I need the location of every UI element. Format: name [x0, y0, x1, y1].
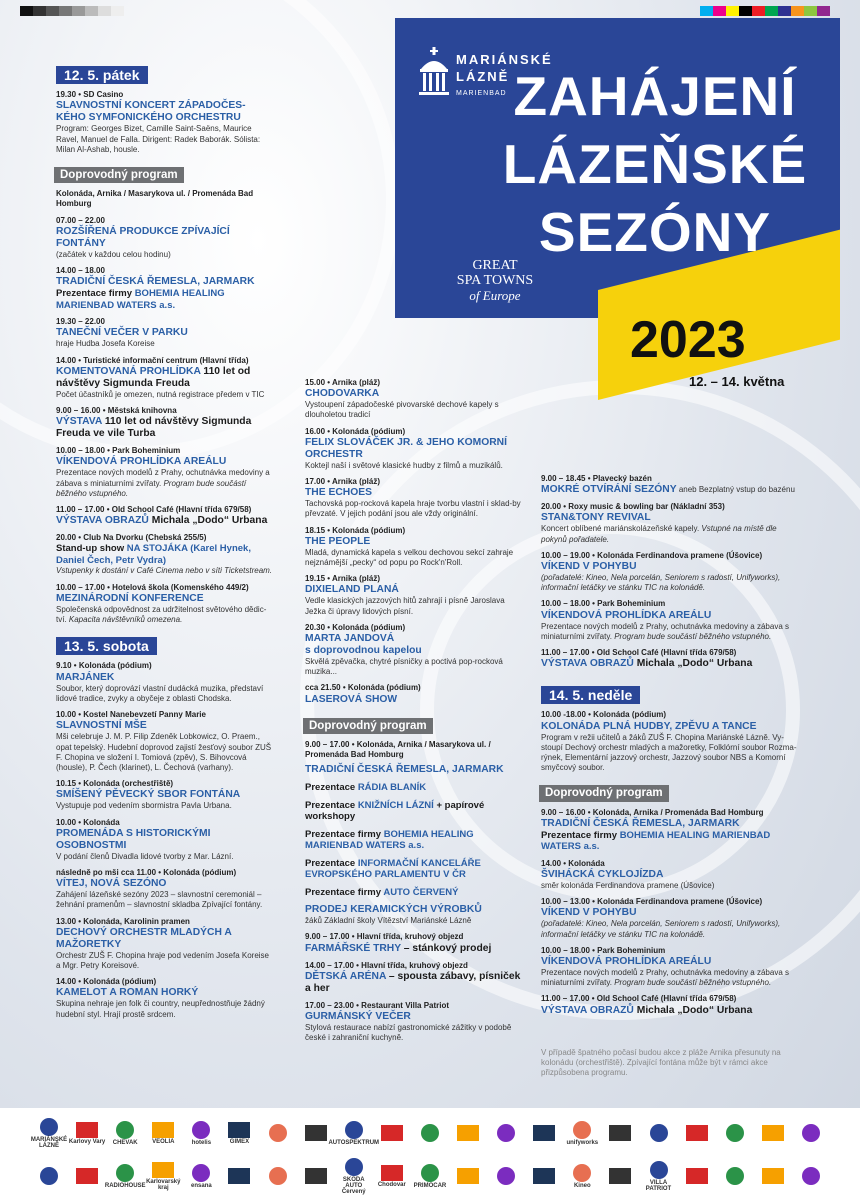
sponsor-mark — [802, 1167, 820, 1185]
event-item: 11.00 – 17.00 • Old School Café (Hlavní třída 679/58) VÝSTAVA OBRAZŮ Michala „Dodo“ Urbana — [56, 505, 268, 527]
sponsor-logo — [640, 1161, 678, 1192]
sponsor-mark — [762, 1125, 784, 1141]
sponsor-logo — [297, 1168, 335, 1185]
sponsor-label: hotelis — [191, 1140, 212, 1146]
event-item: 19.30 • SD Casino SLAVNOSTNÍ KONCERT ZÁPADOČES-KÉHO SYMFONICKÉHO ORCHESTRU Program: Georges Bizet, Camille Saint-Saëns, Maurice Ravel, Manuel de Falla. Dirigent: Radek Baborák. Sólista: Milan Al-Ashab, housle. — [56, 90, 261, 154]
sponsor-mark — [305, 1125, 327, 1141]
sponsor-mark — [457, 1125, 479, 1141]
event-item: 10.00 -18.00 • Kolonáda (pódium) KOLONÁDA PLNÁ HUDBY, ZPĚVU A TANCE Program v režii učitelů a žáků ZUŠ F. Chopina Mariánské Lázně. Vy-stoupí Dechový orchestr mladých a mažoretky, Folklórní soubor Rozma-rýnek, Elementární jazzový orchestr, Jazzový soubor NBS a Komorní smyčcový soubor. — [541, 710, 797, 773]
sponsor-mark — [76, 1122, 98, 1138]
sponsor-label: unifyworks — [566, 1140, 599, 1146]
sponsor-mark — [497, 1124, 515, 1142]
sponsor-strip — [0, 1108, 860, 1200]
sponsor-logo — [449, 1168, 487, 1185]
sponsor-mark — [686, 1168, 708, 1184]
accompanying-program-badge: Doprovodný program — [54, 167, 184, 183]
sponsor-logo — [106, 1121, 144, 1146]
sponsor-logo — [328, 1121, 380, 1146]
sponsor-label: AUTOSPEKTRUM — [328, 1140, 380, 1146]
event-item: následně po mši cca 11.00 • Kolonáda (pódium) VÍTEJ, NOVÁ SEZÓNO Zahájení lázeňské sezóny 2023 – slavnostní ceremoniál – žehnání pramenům – slavnostní skladba Zpívající fontány. — [56, 867, 263, 910]
sponsor-logo — [411, 1124, 449, 1143]
day-badge-sunday: 14. 5. neděle — [541, 686, 640, 704]
sponsor-mark — [152, 1122, 174, 1138]
sponsor-mark — [228, 1122, 250, 1138]
sponsor-mark — [192, 1164, 210, 1182]
sponsor-mark — [609, 1125, 631, 1141]
sponsor-mark — [686, 1125, 708, 1141]
sponsor-logo — [487, 1124, 525, 1143]
event-item: Kolonáda, Arnika / Masarykova ul. / Promenáda Bad Homburg — [56, 189, 254, 209]
sponsor-mark — [345, 1121, 363, 1139]
sponsor-label: ensana — [191, 1183, 212, 1189]
sponsor-logo — [411, 1164, 449, 1189]
accompanying-program-badge: Doprovodný program — [539, 785, 669, 801]
marianske-lazne-logo: MARIÁNSKÉ LÁZNĚ MARIENBAD — [418, 45, 558, 105]
event-item: 10.00 – 17.00 • Hotelová škola (Komenského 449/2) MEZINÁRODNÍ KONFERENCE Společenská odpovědnost za udržitelnost světového dědic-tví. Kapacita návštěvníků omezena. — [56, 582, 267, 625]
sponsor-logo — [449, 1125, 487, 1142]
sponsor-logo — [640, 1124, 678, 1143]
event-item: 9.00 – 17.00 • Hlavní třída, kruhový objezd FARMÁŘSKÉ TRHY – stánkový prodej — [305, 932, 492, 954]
event-item: 20.00 • Club Na Dvorku (Chebská 255/5) Stand-up show NA STOJÁKA (Karel Hynek, Daniel Čech, Petr Vydra) Vstupenky k dostání v Café Cinema nebo v síti Ticketstream. — [56, 533, 273, 576]
sponsor-mark — [40, 1118, 58, 1136]
sponsor-logo — [30, 1118, 68, 1149]
event-item: 20.00 • Roxy music & bowling bar (Nákladní 353) STAN&TONY REVIVAL Koncert oblíbené mariánskolázeňské kapely. Vstupné na místě dle pokynů pořadatele. — [541, 502, 777, 544]
sponsor-logo — [601, 1125, 639, 1142]
sponsor-label: Chodovar — [377, 1182, 406, 1188]
sponsor-logo — [792, 1124, 830, 1143]
sponsor-logo — [525, 1125, 563, 1142]
sponsor-mark — [381, 1165, 403, 1181]
sponsor-mark — [269, 1124, 287, 1142]
sponsor-logo — [754, 1168, 792, 1185]
sponsor-label: GIMEX — [229, 1139, 250, 1145]
accompanying-program-badge: Doprovodný program — [303, 718, 433, 734]
event-item: PRODEJ KERAMICKÝCH VÝROBKŮ žáků Základní školy Vítězství Mariánské Lázně — [305, 904, 482, 926]
event-item: 20.30 • Kolonáda (pódium) MARTA JANDOVÁ s doprovodnou kapelou Skvělá zpěvačka, chytré písničky a poctivá pop-rocková muzika... — [305, 622, 503, 677]
presentation-item: Prezentace firmy AUTO ČERVENÝ — [305, 886, 459, 898]
event-item: 14.00 • Kolonáda ŠVIHÁCKÁ CYKLOJÍZDA směr kolonáda Ferdinandova pramene (Úšovice) — [541, 858, 715, 891]
sponsor-label: CHEVAK — [112, 1140, 138, 1146]
event-item: 9.00 – 18.45 • Plavecký bazén MOKRÉ OTVÍRÁNÍ SEZÓNY aneb Bezplatný vstup do bazénu — [541, 474, 795, 496]
sponsor-label: VILLA PATRIOT — [645, 1180, 672, 1192]
sponsor-logo — [220, 1168, 258, 1185]
print-gray-bar — [20, 6, 124, 16]
weather-note: V případě špatného počasí budou akce z pláže Arnika přesunuty na kolonádu (orchestřiště). Zpívající fontána může být v rámci akce přizpůsobena programu. — [541, 1048, 781, 1077]
sponsor-label: MARIÁNSKÉ LÁZNĚ — [30, 1137, 68, 1149]
sponsor-logo — [563, 1121, 601, 1146]
sponsor-logo — [30, 1167, 68, 1186]
sponsor-logo — [373, 1165, 411, 1188]
sponsor-logo — [335, 1158, 373, 1195]
sponsor-mark — [650, 1161, 668, 1179]
event-item: 14.00 – 17.00 • Hlavní třída, kruhový objezd DĚTSKÁ ARÉNA – spousta zábavy, písniček a her — [305, 960, 521, 994]
sponsor-mark — [533, 1168, 555, 1184]
event-item: 14.00 • Kolonáda (pódium) KAMELOT A ROMAN HORKÝ Skupina nehraje jen folk či country, neupřednostňuje žádný hudební styl. Hrají prostě srdcem. — [56, 977, 265, 1019]
sponsor-row — [30, 1118, 830, 1149]
presentation-item: Prezentace KNIŽNÍCH LÁZNÍ + papírové workshopy — [305, 799, 485, 823]
event-item: 9.00 – 16.00 • Městská knihovna VÝSTAVA 110 let od návštěvy Sigmunda Freuda ve vile Turba — [56, 406, 252, 440]
sponsor-logo — [487, 1167, 525, 1186]
event-item: 13.00 • Kolonáda, Karolinin pramen DECHOVÝ ORCHESTR MLADÝCH A MAŽORETKY Orchestr ZUŠ F. Chopina hraje pod vedením Josefa Koreise a Mgr. Petry Koreisové. — [56, 916, 269, 970]
sponsor-mark — [726, 1124, 744, 1142]
event-item: 9.00 – 17.00 • Kolonáda, Arnika / Masarykova ul. / Promenáda Bad Homburg TRADIČNÍ ČESKÁ ŘEMESLA, JARMARK — [305, 739, 504, 776]
sponsor-logo — [601, 1168, 639, 1185]
sponsor-logo — [716, 1124, 754, 1143]
sponsor-mark — [497, 1167, 515, 1185]
event-item: 19.15 • Arnika (pláž) DIXIELAND PLANÁ Vedle klasických jazzových hitů zahrají i písně Jaroslava Ježka či úpravy lidových písní. — [305, 574, 505, 616]
event-item: 17.00 • Arnika (pláž) THE ECHOES Tachovská pop-rocková kapela hraje tvorbu vlastní i sklad-by převzaté. V jejich podání jsou ale vždy originální. — [305, 477, 521, 519]
sponsor-logo — [563, 1164, 601, 1189]
sponsor-mark — [116, 1121, 134, 1139]
sponsor-mark — [381, 1125, 403, 1141]
event-item: 9.00 – 16.00 • Kolonáda, Arnika / Promenáda Bad Homburg TRADIČNÍ ČESKÁ ŘEMESLA, JARMARK Prezentace firmy BOHEMIA HEALING MARIENBAD WATERS a.s. — [541, 807, 771, 853]
event-item: 10.00 – 18.00 • Park Boheminium VÍKENDOVÁ PROHLÍDKA AREÁLU Prezentace nových modelů z Prahy, ochutnávka medoviny a zábava s miniaturními zvířaty. Program bude součástí běžného vstupného. — [541, 599, 789, 641]
sponsor-mark — [152, 1162, 174, 1178]
sponsor-mark — [533, 1125, 555, 1141]
event-item: 10.00 – 13.00 • Kolonáda Ferdinandova pramene (Úšovice) VÍKEND V POHYBU (pořadatelé: Kineo, Nela porcelán, Seniorem s radostí, Unifyworks), informační letáčky ve stánku TIC na kolonádě. — [541, 897, 781, 939]
event-item: 14.00 • Turistické informační centrum (Hlavní třída) KOMENTOVANÁ PROHLÍDKA 110 let od návštěvy Sigmunda Freuda Počet účastníků je omezen, nutná registrace předem v TIC — [56, 355, 265, 399]
event-item: 9.10 • Kolonáda (pódium) MARJÁNEK Soubor, který doprovází vlastní dudácká muzika, představí lidové tradice, zvyky a obyčeje z oblasti Chodska. — [56, 661, 264, 703]
sponsor-row — [30, 1158, 830, 1195]
temple-icon — [418, 47, 450, 99]
sponsor-logo — [259, 1167, 297, 1186]
event-item: 16.00 • Kolonáda (pódium) FELIX SLOVÁČEK JR. & JEHO KOMORNÍ ORCHESTR Koktejl naší i světové klasické hudby z filmů a muzikálů. — [305, 426, 507, 470]
sponsor-logo — [144, 1122, 182, 1145]
sponsor-label: Karlovarský kraj — [146, 1179, 181, 1191]
sponsor-mark — [421, 1124, 439, 1142]
sponsor-mark — [421, 1164, 439, 1182]
event-item: 07.00 – 22.00 ROZŠÍŘENÁ PRODUKCE ZPÍVAJÍCÍ FONTÁNY (začátek v každou celou hodinu) — [56, 215, 230, 259]
sponsor-logo — [373, 1125, 411, 1142]
sponsor-mark — [762, 1168, 784, 1184]
event-item: 14.00 – 18.00 TRADIČNÍ ČESKÁ ŘEMESLA, JARMARK Prezentace firmy BOHEMIA HEALING MARIENBAD WATERS a.s. — [56, 266, 255, 311]
sponsor-label: Karlovy Vary — [68, 1139, 106, 1145]
sponsor-label: SKODA AUTO Červený — [341, 1177, 366, 1195]
sponsor-logo — [182, 1121, 220, 1146]
column-friday-saturday — [56, 66, 274, 1026]
sponsor-mark — [345, 1158, 363, 1176]
sponsor-logo — [182, 1164, 220, 1189]
event-title: ZAHÁJENÍ LÁZEŇSKÉ SEZÓNY — [502, 65, 808, 263]
sponsor-logo — [754, 1125, 792, 1142]
event-item: 17.00 – 23.00 • Restaurant Villa Patriot GURMÁNSKÝ VEČER Stylová restaurace nabízí gastronomické zážitky v podobě české i zahraniční kuchyně. — [305, 1000, 512, 1043]
sponsor-mark — [802, 1124, 820, 1142]
sponsor-label: VEOLIA — [152, 1139, 175, 1145]
event-dates: 12. – 14. května — [689, 374, 785, 389]
sponsor-mark — [650, 1124, 668, 1142]
presentation-item: Prezentace firmy BOHEMIA HEALING MARIENBAD WATERS a.s. — [305, 828, 474, 852]
sponsor-label: Kineo — [573, 1183, 591, 1189]
presentation-item: Prezentace RÁDIA BLANÍK — [305, 782, 427, 794]
sponsor-logo — [259, 1124, 297, 1143]
event-item: cca 21.50 • Kolonáda (pódium) LASEROVÁ SHOW — [305, 683, 421, 705]
sponsor-mark — [76, 1168, 98, 1184]
sponsor-logo — [525, 1168, 563, 1185]
column-saturday-sunday — [541, 474, 798, 1023]
event-item: 10.00 • Kolonáda PROMENÁDA S HISTORICKÝMI OSOBNOSTMI V podání členů Divadla lidové tvorby z Mar. Lázní. — [56, 817, 234, 861]
sponsor-mark — [305, 1168, 327, 1184]
event-item: 19.30 – 22.00 TANEČNÍ VEČER V PARKU hraje Hudba Josefa Koreise — [56, 317, 188, 349]
sponsor-mark — [116, 1164, 134, 1182]
sponsor-logo — [144, 1162, 182, 1191]
sponsor-logo — [106, 1164, 144, 1189]
sponsor-mark — [228, 1168, 250, 1184]
sponsor-mark — [609, 1168, 631, 1184]
sponsor-mark — [573, 1164, 591, 1182]
sponsor-logo — [68, 1168, 106, 1185]
column-saturday-continued — [305, 378, 523, 1049]
sponsor-logo — [792, 1167, 830, 1186]
sponsor-logo — [220, 1122, 258, 1145]
event-item: 15.00 • Arnika (pláž) CHODOVARKA Vystoupení západočeské pivovarské dechové kapely s dlouholetou tradicí — [305, 378, 499, 420]
sponsor-mark — [573, 1121, 591, 1139]
presentation-item: Prezentace INFORMAČNÍ KANCELÁŘE EVROPSKÉHO PARLAMENTU V ČR — [305, 857, 481, 881]
print-color-bar — [700, 6, 830, 16]
sponsor-logo — [716, 1167, 754, 1186]
sponsor-mark — [726, 1167, 744, 1185]
event-item: 11.00 – 17.00 • Old School Café (Hlavní třída 679/58) VÝSTAVA OBRAZŮ Michala „Dodo“ Urbana — [541, 648, 753, 670]
great-spa-towns-logo: GREAT SPA TOWNS of Europe — [456, 258, 534, 303]
day-badge-friday: 12. 5. pátek — [56, 66, 148, 84]
event-item: 10.00 – 19.00 • Kolonáda Ferdinandova pramene (Úšovice) VÍKEND V POHYBU (pořadatelé: Kineo, Nela porcelán, Seniorem s radostí, Unifyworks), informační letáčky ve stánku TIC na kolonádě. — [541, 550, 781, 593]
sponsor-label: PRIMOCAR — [413, 1183, 447, 1189]
event-item: 10.00 • Kostel Nanebevzetí Panny Marie SLAVNOSTNÍ MŠE Mši celebruje J. M. P. Filip Zdeněk Lobkowicz, O. Praem., opat tepelský. Hudební doprovod zajistí žesťový soubor ZUŠ F. Chopina ve složení I. Tomiová (zpěv), S. Bihovcová (housle), P. Čech (klarinet), L. Čechová (varhany). — [56, 710, 272, 772]
event-item: 18.15 • Kolonáda (pódium) THE PEOPLE Mladá, dynamická kapela s velkou dechovou sekcí zahraje nejznámější „pecky“ od popu po Rock'n'Roll. — [305, 525, 514, 568]
event-item: 10.00 – 18.00 • Park Boheminium VÍKENDOVÁ PROHLÍDKA AREÁLU Prezentace nových modelů z Prahy, ochutnávka medoviny a zábava s miniaturními zvířaty. Program bude součástí běžného vstupného. — [56, 446, 270, 498]
sponsor-mark — [457, 1168, 479, 1184]
event-item: 10.00 – 18.00 • Park Boheminium VÍKENDOVÁ PROHLÍDKA AREÁLU Prezentace nových modelů z Prahy, ochutnávka medoviny a zábava s miniaturními zvířaty. Program bude součástí běžného vstupného. — [541, 945, 789, 988]
event-item: 11.00 – 17.00 • Old School Café (Hlavní třída 679/58) VÝSTAVA OBRAZŮ Michala „Dodo“ Urbana — [541, 994, 753, 1016]
sponsor-label: RADIOHOUSE — [104, 1183, 146, 1189]
sponsor-logo — [678, 1168, 716, 1185]
day-badge-saturday: 13. 5. sobota — [56, 637, 157, 655]
sponsor-logo — [678, 1125, 716, 1142]
event-year: 2023 — [630, 311, 746, 369]
sponsor-mark — [40, 1167, 58, 1185]
sponsor-mark — [269, 1167, 287, 1185]
sponsor-logo — [68, 1122, 106, 1145]
sponsor-mark — [192, 1121, 210, 1139]
event-item: 10.15 • Kolonáda (orchestřiště) SMÍŠENÝ PĚVECKÝ SBOR FONTÁNA Vystupuje pod vedením sbormistra Pavla Urbana. — [56, 779, 241, 811]
